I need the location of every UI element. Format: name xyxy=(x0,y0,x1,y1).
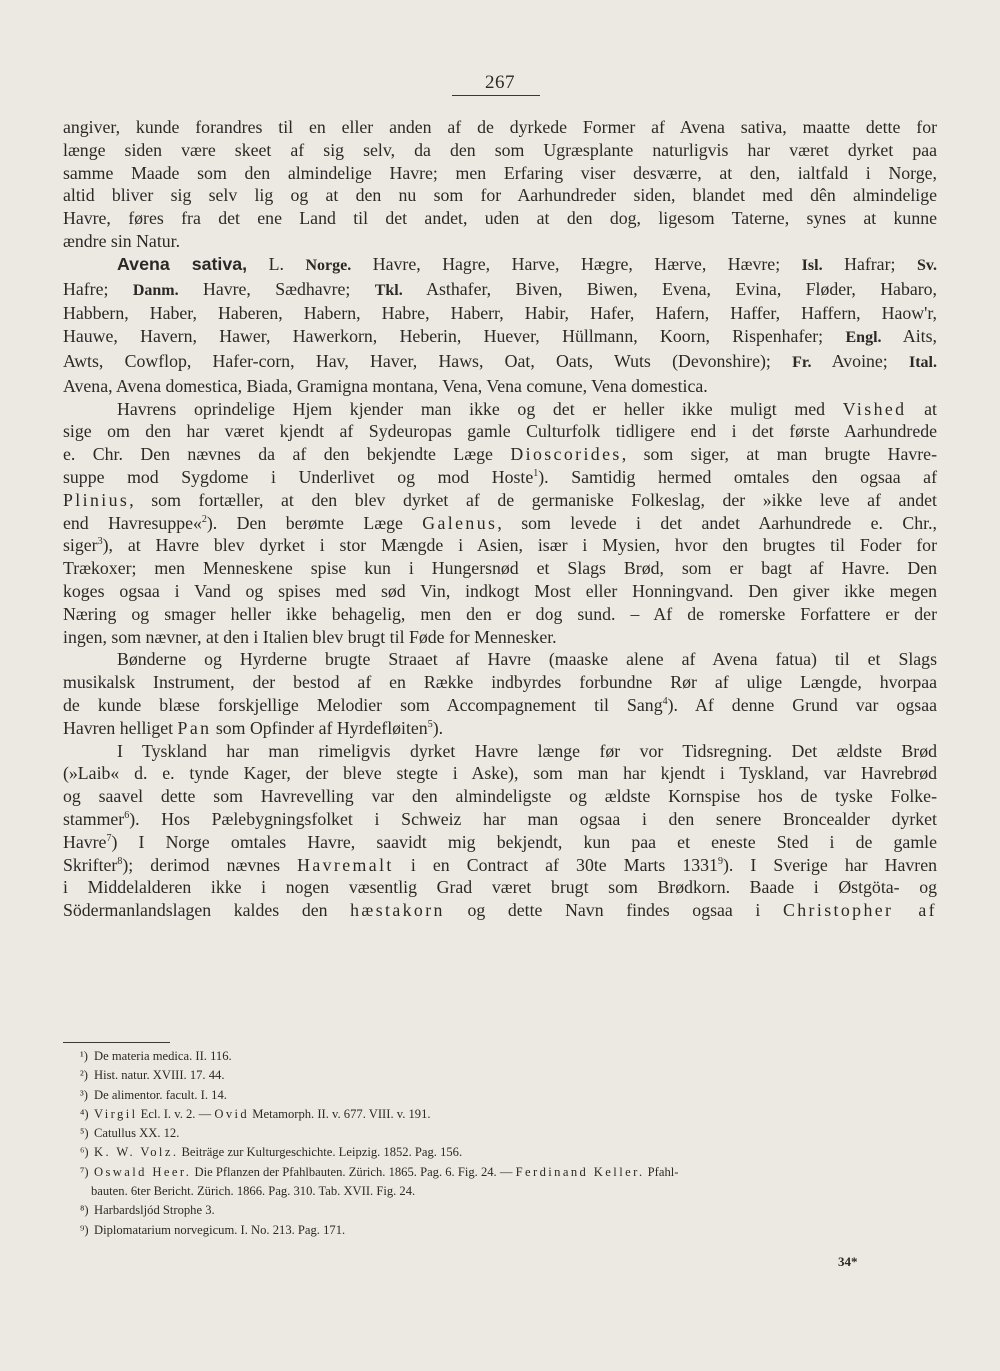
emphasis-word: Pan xyxy=(177,717,212,738)
emphasis-word: hæstakorn xyxy=(350,900,445,921)
header-rule xyxy=(452,95,540,96)
footnote-text: Die Pflanzen der Pfahlbauten. Zürich. 1865. Pag. 6. Fig. 24. — xyxy=(191,1164,516,1179)
footnote-ref[interactable]: 9 xyxy=(717,855,723,867)
text-run: ). I Sverige har Havren xyxy=(722,854,937,875)
text-run: , som levede i det andet Aarhundrede e. Chr., xyxy=(497,512,937,533)
species-author: L. xyxy=(247,253,306,274)
footnote-text: De alimentor. facult. I. 14. xyxy=(94,1087,227,1102)
footnote-text: Diplomatarium norvegicum. I. No. 213. Pag. 171. xyxy=(94,1222,346,1237)
footnote-ref[interactable]: 7 xyxy=(106,832,112,844)
text-line xyxy=(63,443,937,466)
footnote-ref[interactable]: 8 xyxy=(117,855,123,867)
country-label: Sv. xyxy=(916,256,937,274)
page-number: 267 xyxy=(485,72,515,93)
text-run: siger xyxy=(63,535,98,556)
text-run: ). xyxy=(432,717,444,738)
footnote-author: Oswald Heer. xyxy=(94,1164,192,1179)
text-line: samme Maade som den almindelige Havre; men Erfaring viser desværre, at den, ialtfald i Norge, xyxy=(63,162,937,183)
footnote-mark: ⁴) xyxy=(80,1106,89,1121)
text-line xyxy=(63,899,937,922)
vernacular-names: Avoine; xyxy=(811,350,909,371)
text-line: Havre, føres fra det ene Land til det andet, uden at den dog, ligesom Taterne, synes at kunne xyxy=(63,208,937,229)
footnote-mark: ⁸) xyxy=(80,1203,89,1218)
footnote-text: Ecl. I. v. 2. — xyxy=(137,1106,215,1121)
footnote-text: Hist. natur. XVIII. 17. 44. xyxy=(94,1068,225,1083)
text-run: og dette Navn findes ogsaa i xyxy=(444,900,783,921)
footnote-mark: ²) xyxy=(80,1068,88,1083)
footnote xyxy=(80,1163,937,1182)
footnote xyxy=(80,1105,937,1124)
text-line: længe siden være skeet af sig selv, da den som Ugræsplante naturligvis har været dyrket paa xyxy=(63,139,937,160)
text-line xyxy=(63,694,937,717)
text-run: ). Af denne Grund var ogsaa xyxy=(667,694,937,715)
text-line xyxy=(63,534,937,557)
species-heading-line xyxy=(63,253,937,278)
text-line: Avena, Avena domestica, Biada, Gramigna montana, Vena, Vena comune, Vena domestica. xyxy=(63,375,708,396)
text-run: Havre xyxy=(63,831,107,852)
text-run: som Opfinder af Hyrdefløiten xyxy=(211,717,428,738)
footnote-mark: ⁷) xyxy=(80,1164,89,1179)
footnote xyxy=(80,1047,937,1066)
vernacular-names: Havre, Hagre, Harve, Hægre, Hærve, Hævre; xyxy=(351,253,802,274)
footnotes xyxy=(80,1047,937,1240)
emphasis-word: Havremalt xyxy=(297,854,394,875)
footnote xyxy=(80,1124,937,1143)
author-name: Galenus xyxy=(422,512,498,533)
footnote-text: Harbardsljód Strophe 3. xyxy=(94,1203,215,1218)
footnote-text: De materia medica. II. 116. xyxy=(94,1049,232,1063)
text-run: ). Den berømte Læge xyxy=(206,512,423,533)
country-label: Ital. xyxy=(909,353,937,371)
footnote xyxy=(80,1143,937,1162)
author-name: Dioscorides xyxy=(510,444,622,465)
country-label: Danm. xyxy=(132,281,179,299)
text-run: Södermanlandslagen kaldes den xyxy=(63,900,351,921)
footnote-mark: ⁶) xyxy=(80,1145,89,1160)
text-run: Skrifter xyxy=(63,854,118,875)
footnote xyxy=(80,1221,937,1240)
vernacular-names: Asthafer, Biven, Biwen, Evena, Evina, Fløder, Habaro, xyxy=(402,278,937,299)
text-line: Habbern, Haber, Haberen, Habern, Habre, Haberr, Habir, Hafer, Hafern, Haffer, Haffern, Haow'r, xyxy=(63,303,937,324)
country-label: Tkl. xyxy=(374,281,403,299)
text-run: ). Samtidig hermed omtales den ogsaa af xyxy=(538,466,937,487)
text-line: angiver, kunde forandres til en eller anden af de dyrkede Former af Avena sativa, maatte dette for xyxy=(63,117,937,137)
footnote xyxy=(80,1201,937,1220)
main-text xyxy=(63,116,937,922)
footnote-mark: ⁹) xyxy=(80,1222,89,1237)
text-line xyxy=(63,350,937,375)
text-run: suppe mod Sygdome i Underlivet og mod Hoste xyxy=(63,466,534,487)
text-line xyxy=(63,831,937,854)
footnote-mark: ⁵) xyxy=(80,1126,89,1141)
footnote-author: Virgil xyxy=(94,1106,138,1121)
text-line: musikalsk Instrument, der bestod af en Række indbyrdes forbundne Rør af ulige Længde, hvorpaa xyxy=(63,672,937,693)
country-label: Fr. xyxy=(792,353,812,371)
vernacular-names: Awts, Cowflop, Hafer-corn, Hav, Haver, Haws, Oat, Oats, Wuts (Devonshire); xyxy=(63,350,793,371)
text-run: , som fortæller, at den blev dyrket af de germaniske Folkeslag, der »ikke leve af andet xyxy=(129,489,937,510)
vernacular-names: Aits, xyxy=(881,326,937,347)
text-run: end Havresuppe« xyxy=(63,512,202,533)
footnote-mark: ¹) xyxy=(80,1049,88,1063)
text-line: ingen, som nævner, at den i Italien blev brugt til Føde for Mennesker. xyxy=(63,626,557,647)
text-line: Bønderne og Hyrderne brugte Straaet af Havre (maaske alene af Avena fatua) til et Slags xyxy=(117,649,937,670)
text-run: ). Hos Pælebygningsfolket i Schweiz har man ogsaa i den senere Broncealder dyrket xyxy=(129,808,937,829)
text-line xyxy=(63,489,937,512)
text-line: i Middelalderen ikke i nogen væsentlig Grad været brugt som Brødkorn. Baade i Østgöta- og xyxy=(63,877,937,898)
text-line xyxy=(63,512,937,535)
text-run: e. Chr. Den nævnes da af den bekjendte Læge xyxy=(63,444,511,465)
text-line xyxy=(63,466,937,489)
signature-mark: 34* xyxy=(838,1254,858,1269)
country-label: Isl. xyxy=(801,256,823,274)
footnote-author: Ovid xyxy=(214,1106,250,1121)
author-name: Christopher af xyxy=(783,900,938,921)
footnote-divider xyxy=(63,1042,170,1043)
footnote xyxy=(80,1086,937,1105)
text-line: Næring og smager heller ikke behagelig, men den er dog sund. – Af de romerske Forfattere er der xyxy=(63,603,937,624)
text-line: og saavel dette som Havrevelling var den almindeligste og ældste Kornspise hos de tyske Folke- xyxy=(63,786,937,807)
text-run: Havrens oprindelige Hjem kjender man ikke og det er heller ikke muligt med xyxy=(117,398,843,419)
text-line: koges ogsaa i Vand og spises med sød Vin, indkogt Most eller Honningvand. Den giver ikke megen xyxy=(63,580,937,601)
text-line xyxy=(63,808,937,831)
vernacular-names: Havre, Sædhavre; xyxy=(178,278,375,299)
text-run: i en Contract af 30te Marts 1331 xyxy=(393,854,718,875)
text-run: , som siger, at man brugte Havre- xyxy=(621,444,937,465)
text-run: de kunde blæse forskjellige Melodier som Accompagnement til Sang xyxy=(63,694,663,715)
text-line xyxy=(63,398,937,421)
text-line: ændre sin Natur. xyxy=(63,230,181,251)
species-name: Avena sativa, xyxy=(117,253,248,274)
text-line: (»Laib« d. e. tynde Kager, der bleve stegte i Aske), som man har kjendt i Tyskland, var Havrebrød xyxy=(63,763,937,784)
text-line xyxy=(63,717,937,740)
footnote-text: Catullus XX. 12. xyxy=(94,1126,180,1141)
footnote-continuation: bauten. 6ter Bericht. Zürich. 1866. Pag. 310. Tab. XVII. Fig. 24. xyxy=(91,1184,416,1199)
footnote-mark: ³) xyxy=(80,1087,88,1102)
vernacular-names: Hauwe, Havern, Hawer, Hawerkorn, Heberin, Huever, Hüllmann, Koorn, Rispenhafer; xyxy=(63,326,846,347)
author-name: Plinius xyxy=(63,489,130,510)
text-line xyxy=(63,325,937,350)
footnote-author: K. W. Volz. xyxy=(94,1145,179,1160)
footnote-text: Pfahl- xyxy=(644,1164,679,1179)
text-run: ), at Havre blev dyrket i stor Mængde i Asien, især i Mysien, hvor den brugtes til Foder for xyxy=(102,535,937,556)
country-label: Engl. xyxy=(845,329,882,347)
vernacular-names: Hafrar; xyxy=(822,253,917,274)
footnote-ref[interactable]: 6 xyxy=(124,809,130,821)
text-line: altid bliver sig selv lig og at den nu som for Aarhundreder siden, blandet med dên almindelige xyxy=(63,185,937,206)
text-run: ); derimod nævnes xyxy=(122,854,298,875)
text-line xyxy=(63,278,937,303)
text-line: Trækoxer; men Menneskene spise kun i Hungersnød et Slags Brød, som er bagt af Havre. Den xyxy=(63,558,937,579)
vernacular-names: Hafre; xyxy=(63,278,133,299)
text-line xyxy=(63,854,937,877)
footnote-ref[interactable]: 2 xyxy=(201,513,207,525)
country-label: Norge. xyxy=(305,256,352,274)
text-run: at xyxy=(906,398,937,419)
footnote-ref[interactable]: 1 xyxy=(533,468,539,480)
footnote xyxy=(80,1066,937,1085)
text-line: sige om den har været kjendt af Sydeuropas gamle Culturfolk tidligere end i det første Aarhundrede xyxy=(63,421,937,442)
footnote-ref[interactable]: 5 xyxy=(427,718,433,730)
emphasis-word: Vished xyxy=(842,398,907,419)
text-run: Havren helliget xyxy=(63,717,178,738)
footnote-text: Metamorph. II. v. 677. VIII. v. 191. xyxy=(249,1106,431,1121)
text-run: stammer xyxy=(63,808,125,829)
text-line: I Tyskland har man rimeligvis dyrket Havre længe før vor Tidsregning. Det ældste Brød xyxy=(117,740,937,761)
text-run: ) I Norge omtales Havre, saavidt mig bekjendt, kun paa et eneste Sted i de gamle xyxy=(111,831,937,852)
footnote-ref[interactable]: 4 xyxy=(662,696,668,707)
footnote-text: Beiträge zur Kulturgeschichte. Leipzig. 1852. Pag. 156. xyxy=(178,1145,463,1160)
footnote-author: Ferdinand Keller. xyxy=(515,1164,645,1179)
footnote-ref[interactable]: 3 xyxy=(97,536,103,548)
